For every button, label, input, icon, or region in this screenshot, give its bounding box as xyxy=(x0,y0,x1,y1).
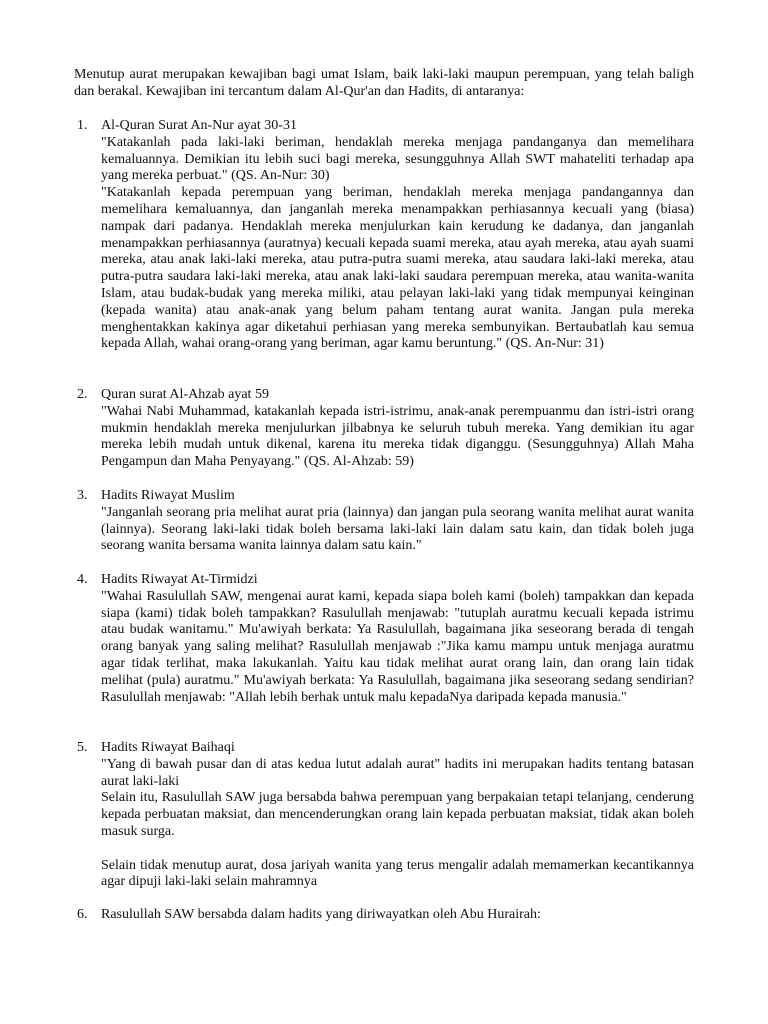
item-paragraph: "Katakanlah kepada perempuan yang beriman, hendaklah mereka menjaga pandangannya dan memelihara kemaluannya, dan janganlah mereka menampakkan perhiasannya kecuali yang (biasa) nampak dari padanya. Hendaklah mereka menjulurkan kain kerudung ke dadanya, dan janganlah menampakkan perhiasannya (auratnya) kecuali kepada suami mereka, atau ayah mereka, atau ayah suami mereka, atau anak laki-laki mereka, atau putra-putra suami mereka, atau saudara laki-laki mereka, atau putra-putra saudara laki-laki mereka, atau anak laki-laki saudara perempuan mereka, atau wanita-wanita Islam, atau budak-budak yang mereka miliki, atau pelayan laki-laki yang tidak mempunyai keinginan (kepada wanita) atau anak-anak yang belum paham tentang aurat wanita. Jangan pula mereka menghentakkan kakinya agar diketahui perhiasan yang mereka sembunyikan. Bertaubatlah kau semua kepada Allah, wahai orang-orang yang beriman, agar kamu beruntung." (QS. An-Nur: 31) xyxy=(101,185,694,352)
item-number: 1. xyxy=(77,118,88,133)
item-title: Rasulullah SAW bersabda dalam hadits yang diriwayatkan oleh Abu Hurairah: xyxy=(101,907,541,922)
intro-paragraph: Menutup aurat merupakan kewajiban bagi umat Islam, baik laki-laki maupun perempuan, yang telah baligh dan berakal. Kewajiban ini tercantum dalam Al-Qur'an dan Hadits, di antaranya: xyxy=(74,67,694,99)
item-title: Hadits Riwayat At-Tirmidzi xyxy=(101,572,258,587)
list-item xyxy=(74,907,694,924)
item-paragraph: Selain tidak menutup aurat, dosa jariyah wanita yang terus mengalir adalah memamerkan kecantikannya agar dipuji laki-laki selain mahramnya xyxy=(101,857,694,890)
item-paragraph: "Wahai Rasulullah SAW, mengenai aurat kami, kepada siapa boleh kami (boleh) tampakkan dan kepada siapa (kami) tidak boleh tampakkan? Rasulullah menjawab: "tutuplah auratmu kecuali kepada istrimu atau budak wanitamu." Mu'awiyah berkata: Ya Rasulullah, bagaimana jika seseorang berada di tengah orang banyak yang saling melihat? Rasulullah menjawab :"Jika kamu mampu untuk menjaga auratmu agar tidak terlihat, maka lakukanlah. Yaitu kau tidak melihat aurat orang lain, dan orang lain tidak melihat (pula) auratmu." Mu'awiyah berkata: Ya Rasulullah, bagaimana jika seseorang sedang sendirian? Rasulullah menjawab: "Allah lebih berhak untuk malu kepadaNya daripada kepada manusia." xyxy=(101,588,694,705)
item-number: 5. xyxy=(77,740,88,755)
item-number: 4. xyxy=(77,572,88,587)
item-title: Hadits Riwayat Muslim xyxy=(101,488,235,503)
item-paragraph: "Yang di bawah pusar dan di atas kedua lutut adalah aurat" hadits ini merupakan hadits tentang batasan aurat laki-laki xyxy=(101,756,694,789)
item-paragraph: Selain itu, Rasulullah SAW juga bersabda bahwa perempuan yang berpakaian tetapi telanjang, cenderung kepada perbuatan maksiat, dan mencenderungkan orang lain kepada perbuatan maksiat, tidak akan boleh masuk surga. xyxy=(101,790,694,839)
item-paragraph: "Katakanlah pada laki-laki beriman, hendaklah mereka menjaga pandanganya dan memelihara kemaluannya. Demikian itu lebih suci bagi mereka, sesungguhnya Allah SWT mahateliti terhadap apa yang mereka perbuat." (QS. An-Nur: 30) xyxy=(101,134,694,184)
list-item xyxy=(74,572,694,706)
item-number: 6. xyxy=(77,907,88,922)
list-item xyxy=(74,118,694,353)
list-item xyxy=(74,387,694,471)
item-paragraph: "Janganlah seorang pria melihat aurat pria (lainnya) dan jangan pula seorang wanita melihat aurat wanita (lainnya). Seorang laki-laki tidak boleh bersama laki-laki lain dalam satu kain, dan tidak boleh juga seorang wanita bersama wanita lainnya dalam satu kain." xyxy=(101,504,694,554)
item-paragraph: "Wahai Nabi Muhammad, katakanlah kepada istri-istrimu, anak-anak perempuanmu dan istri-istri orang mukmin hendaklah mereka menjulurkan jilbabnya ke seluruh tubuh mereka. Yang demikian itu agar mereka lebih mudah untuk dikenal, karena itu mereka tidak diganggu. (Sesungguhnya) Allah Maha Pengampun dan Maha Penyayang." (QS. Al-Ahzab: 59) xyxy=(101,403,694,470)
item-number: 3. xyxy=(77,488,88,503)
item-number: 2. xyxy=(77,387,88,402)
item-title: Al-Quran Surat An-Nur ayat 30-31 xyxy=(101,118,297,133)
paragraph-gap xyxy=(101,841,694,858)
item-title: Quran surat Al-Ahzab ayat 59 xyxy=(101,387,269,402)
item-title: Hadits Riwayat Baihaqi xyxy=(101,740,235,755)
list-item xyxy=(74,488,694,555)
list-item xyxy=(74,740,694,891)
